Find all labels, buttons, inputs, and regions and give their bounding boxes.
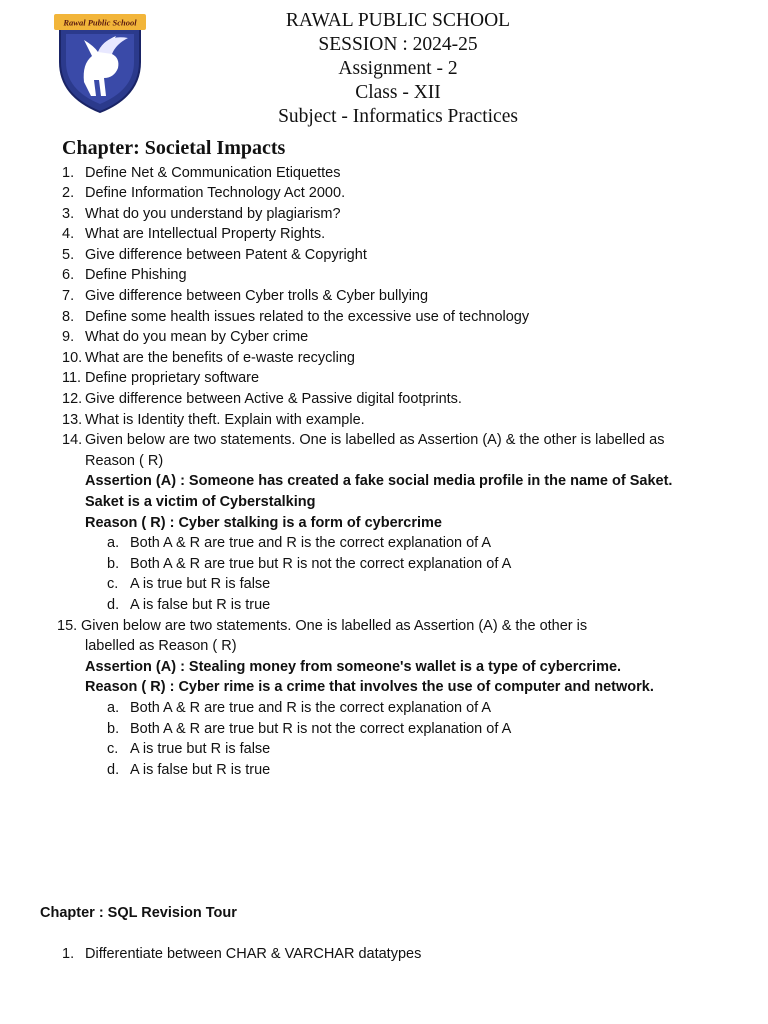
question-14-option-c: c. A is true but R is false [107, 576, 271, 593]
list-item: 5. Give difference between Patent & Copyright [62, 246, 367, 263]
question-14-assertion: Assertion (A) : Someone has created a fake social media profile in the name of Saket. [85, 473, 673, 490]
list-item: 9. What do you mean by Cyber crime [62, 329, 309, 346]
list-item: 13. What is Identity theft. Explain with example. [62, 411, 365, 428]
question-list [0, 163, 768, 781]
list-item: 7. Give difference between Cyber trolls & Cyber bullying [62, 288, 429, 305]
school-name: RAWAL PUBLIC SCHOOL [285, 10, 511, 31]
list-item: 3. What do you understand by plagiarism? [62, 205, 341, 222]
question-14-option-a: a. Both A & R are true and R is the correct explanation of A [107, 535, 492, 552]
chapter-title-societal-impacts: Chapter: Societal Impacts [62, 137, 286, 159]
subject-line: Subject - Informatics Practices [278, 106, 518, 127]
question-15-assertion: Assertion (A) : Stealing money from someone's wallet is a type of cybercrime. [85, 658, 622, 675]
question-14-option-d: d. A is false but R is true [107, 596, 271, 613]
question-15-reason: Reason ( R) : Cyber rime is a crime that involves the use of computer and network. [85, 679, 654, 696]
list-item: 1. Differentiate between CHAR & VARCHAR datatypes [62, 946, 422, 962]
question-14-reason: Reason ( R) : Cyber stalking is a form of cybercrime [85, 514, 442, 531]
question-15-option-a: a. Both A & R are true and R is the correct explanation of A [107, 699, 492, 716]
list-item: 10. What are the benefits of e-waste recycling [62, 349, 355, 366]
question-14-assertion-continued: Saket is a victim of Cyberstalking [85, 494, 316, 510]
class-line: Class - XII [355, 82, 441, 103]
question-15: 15. Given below are two statements. One is labelled as Assertion (A) & the other is [57, 617, 588, 634]
school-logo [54, 12, 146, 114]
svg-text:Rawal Public School: Rawal Public School [63, 17, 137, 28]
pegasus-shield-icon [54, 12, 146, 114]
list-item: 6. Define Phishing [62, 267, 187, 284]
question-15-continued: labelled as Reason ( R) [85, 638, 237, 655]
question-15-option-d: d. A is false but R is true [107, 761, 271, 778]
question-14: 14. Given below are two statements. One is labelled as Assertion (A) & the other is labelled as [62, 432, 665, 449]
question-14-continued: Reason ( R) [85, 452, 164, 469]
question-15-option-c: c. A is true but R is false [107, 741, 271, 758]
question-14-option-b: b. Both A & R are true but R is not the correct explanation of A [107, 555, 512, 572]
list-item: 1. Define Net & Communication Etiquettes [62, 164, 341, 181]
session-line: SESSION : 2024-25 [318, 34, 478, 55]
list-item: 8. Define some health issues related to the excessive use of technology [62, 308, 530, 325]
question-15-option-b: b. Both A & R are true but R is not the correct explanation of A [107, 720, 512, 737]
list-item: 11. Define proprietary software [62, 370, 260, 387]
list-item: 4. What are Intellectual Property Rights. [62, 226, 326, 243]
list-item: 2. Define Information Technology Act 2000. [62, 185, 346, 202]
document-header [250, 9, 546, 129]
list-item: 12. Give difference between Active & Passive digital footprints. [62, 391, 462, 408]
chapter-title-sql-revision-tour: Chapter : SQL Revision Tour [40, 905, 237, 921]
assignment-line: Assignment - 2 [338, 58, 458, 79]
